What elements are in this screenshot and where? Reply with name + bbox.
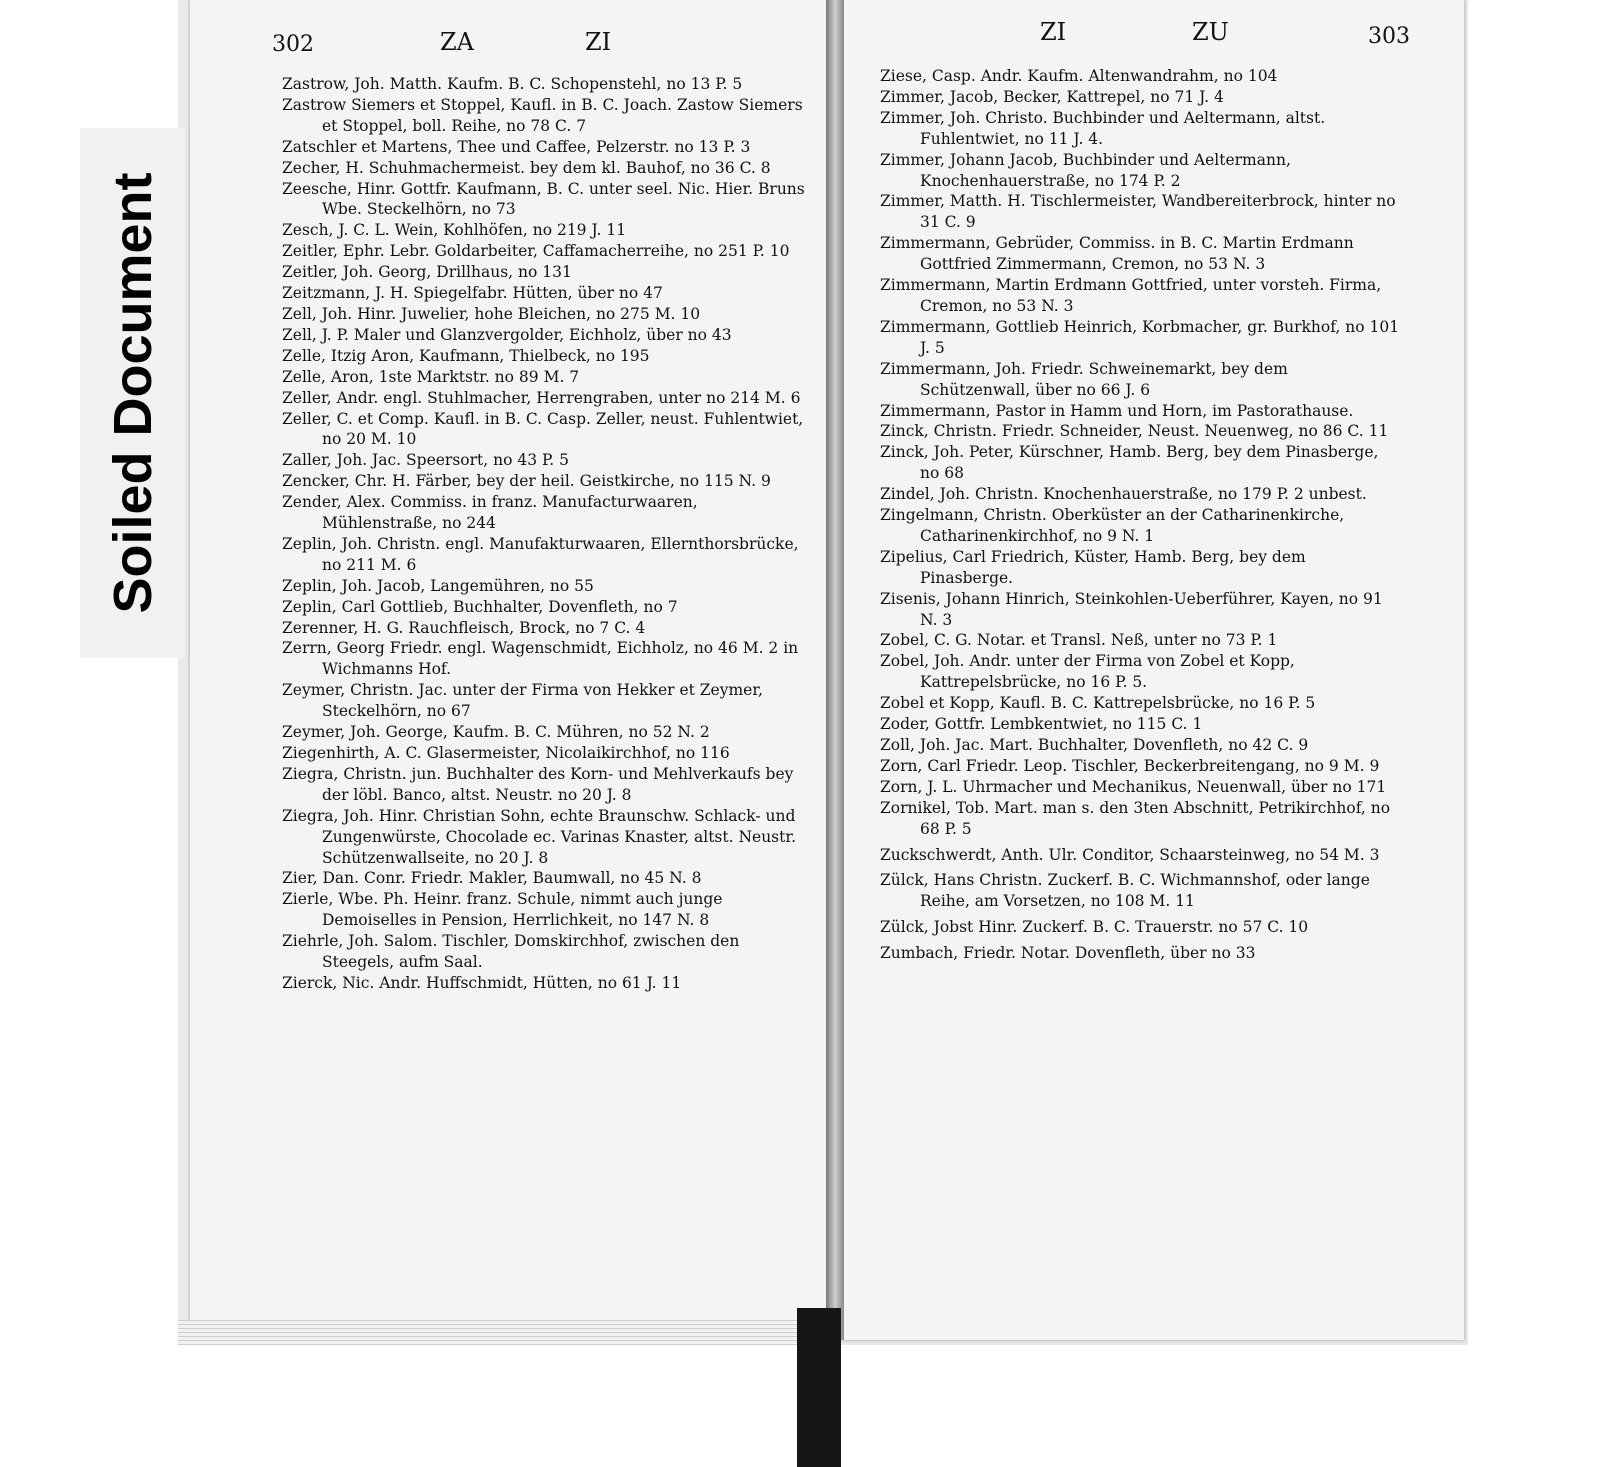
- right-header-start: ZI: [1040, 18, 1067, 46]
- directory-entry: Zeplin, Carl Gottlieb, Buchhalter, Dovenfleth, no 7: [282, 597, 678, 616]
- directory-entry: Zerenner, H. G. Rauchfleisch, Brock, no 7 C. 4: [282, 618, 646, 637]
- directory-entry: Zobel, Joh. Andr. unter der Firma von Zobel et Kopp, Kattrepelsbrücke, no 16 P. 5.: [880, 652, 1295, 692]
- directory-entry: Zülck, Jobst Hinr. Zuckerf. B. C. Trauerstr. no 57 C. 10: [880, 918, 1309, 937]
- directory-entry: Zobel, C. G. Notar. et Transl. Neß, unter no 73 P. 1: [880, 631, 1278, 650]
- page-edges: [178, 1320, 828, 1345]
- directory-entry: Zerrn, Georg Friedr. engl. Wagenschmidt, Eichholz, no 46 M. 2 in Wichmanns Hof.: [282, 639, 799, 679]
- directory-entry: Zeesche, Hinr. Gottfr. Kaufmann, B. C. unter seel. Nic. Hier. Bruns Wbe. Steckelhörn, no 73: [282, 179, 805, 219]
- left-header-start: ZA: [440, 28, 475, 56]
- directory-entry: Zorn, Carl Friedr. Leop. Tischler, Beckerbreitengang, no 9 M. 9: [880, 756, 1380, 775]
- left-entry-list: [282, 74, 812, 994]
- directory-entry: Zeller, Andr. engl. Stuhlmacher, Herrengraben, unter no 214 M. 6: [282, 388, 801, 407]
- directory-entry: Ziese, Casp. Andr. Kaufm. Altenwandrahm, no 104: [880, 67, 1278, 85]
- directory-entry: Zuckschwerdt, Anth. Ulr. Conditor, Schaarsteinweg, no 54 M. 3: [880, 845, 1380, 864]
- directory-entry: Ziegenhirth, A. C. Glasermeister, Nicolaikirchhof, no 116: [282, 744, 730, 762]
- right-page-number: 303: [1368, 24, 1410, 49]
- directory-entry: Zeller, C. et Comp. Kaufl. in B. C. Casp. Zeller, neust. Fuhlentwiet, no 20 M. 10: [282, 409, 804, 449]
- book-spine: [826, 0, 844, 1340]
- right-header-end: ZU: [1192, 18, 1229, 46]
- directory-entry: Zinck, Christn. Friedr. Schneider, Neust. Neuenweg, no 86 C. 11: [880, 422, 1389, 441]
- directory-entry: Zipelius, Carl Friedrich, Küster, Hamb. Berg, bey dem Pinasberge.: [880, 547, 1306, 587]
- directory-entry: Zobel et Kopp, Kaufl. B. C. Kattrepelsbrücke, no 16 P. 5: [880, 694, 1316, 713]
- directory-entry: Zelle, Aron, 1ste Marktstr. no 89 M. 7: [282, 367, 580, 386]
- directory-entry: Zülck, Hans Christn. Zuckerf. B. C. Wichmannshof, oder lange Reihe, am Vorsetzen, no 108 M. 11: [880, 871, 1370, 911]
- directory-entry: Zimmermann, Gottlieb Heinrich, Korbmacher, gr. Burkhof, no 101 J. 5: [880, 317, 1400, 357]
- directory-entry: Zimmer, Jacob, Becker, Kattrepel, no 71 J. 4: [880, 87, 1224, 106]
- directory-entry: Zimmermann, Gebrüder, Commiss. in B. C. Martin Erdmann Gottfried Zimmermann, Cremon, no 53 N. 3: [880, 234, 1354, 274]
- left-page-number: 302: [272, 32, 314, 57]
- directory-entry: Zier, Dan. Conr. Friedr. Makler, Baumwall, no 45 N. 8: [282, 869, 702, 888]
- directory-entry: Zeplin, Joh. Jacob, Langemühren, no 55: [282, 576, 594, 595]
- directory-entry: Zender, Alex. Commiss. in franz. Manufacturwaaren, Mühlenstraße, no 244: [282, 493, 698, 533]
- directory-entry: Zierck, Nic. Andr. Huffschmidt, Hütten, no 61 J. 11: [282, 973, 682, 992]
- directory-entry: Zisenis, Johann Hinrich, Steinkohlen-Ueberführer, Kayen, no 91 N. 3: [880, 589, 1383, 629]
- directory-entry: Ziegra, Joh. Hinr. Christian Sohn, echte Braunschw. Schlack- und Zungenwürste, Chocolade ec. Varinas Knaster, altst. Neustr. Schützenwallseite, no 20 J. 8: [282, 806, 796, 867]
- directory-entry: Ziegra, Christn. jun. Buchhalter des Korn- und Mehlverkaufs bey der löbl. Banco, altst. Neustr. no 20 J. 8: [282, 764, 794, 804]
- directory-entry: Zimmermann, Pastor in Hamm und Horn, im Pastorathause.: [880, 401, 1354, 420]
- directory-entry: Zeymer, Christn. Jac. unter der Firma von Hekker et Zeymer, Steckelhörn, no 67: [282, 681, 763, 721]
- directory-entry: Zimmer, Joh. Christo. Buchbinder und Aeltermann, altst. Fuhlentwiet, no 11 J. 4.: [880, 108, 1326, 148]
- directory-entry: Zeplin, Joh. Christn. engl. Manufakturwaaren, Ellernthorsbrücke, no 211 M. 6: [282, 534, 799, 574]
- directory-entry: Zesch, J. C. L. Wein, Kohlhöfen, no 219 J. 11: [282, 221, 627, 240]
- directory-entry: Zimmermann, Martin Erdmann Gottfried, unter vorsteh. Firma, Cremon, no 53 N. 3: [880, 276, 1382, 315]
- directory-entry: Zimmer, Matth. H. Tischlermeister, Wandbereiterbrock, hinter no 31 C. 9: [880, 192, 1396, 232]
- directory-entry: Zumbach, Friedr. Notar. Dovenfleth, über no 33: [880, 944, 1256, 963]
- directory-entry: Zindel, Joh. Christn. Knochenhauerstraße, no 179 P. 2 unbest.: [880, 485, 1367, 504]
- directory-entry: Zeitzmann, J. H. Spiegelfabr. Hütten, über no 47: [282, 284, 663, 303]
- directory-entry: Zeymer, Joh. George, Kaufm. B. C. Mühren, no 52 N. 2: [282, 723, 710, 742]
- directory-entry: Zastrow, Joh. Matth. Kaufm. B. C. Schopenstehl, no 13 P. 5: [282, 75, 743, 93]
- left-header-end: ZI: [585, 28, 612, 56]
- directory-entry: Zinck, Joh. Peter, Kürschner, Hamb. Berg, bey dem Pinasberge, no 68: [880, 443, 1379, 483]
- directory-entry: Zastrow Siemers et Stoppel, Kaufl. in B. C. Joach. Zastow Siemers et Stoppel, boll. Reihe, no 78 C. 7: [282, 95, 803, 135]
- directory-entry: Zierle, Wbe. Ph. Heinr. franz. Schule, nimmt auch junge Demoiselles in Pension, Herrlichkeit, no 147 N. 8: [282, 890, 723, 930]
- directory-entry: Zorn, J. L. Uhrmacher und Mechanikus, Neuenwall, über no 171: [880, 777, 1387, 796]
- bookmark-ribbon: [797, 1308, 841, 1467]
- directory-entry: Zimmer, Johann Jacob, Buchbinder und Aeltermann, Knochenhauerstraße, no 174 P. 2: [880, 150, 1291, 190]
- directory-entry: Zell, J. P. Maler und Glanzvergolder, Eichholz, über no 43: [282, 325, 732, 344]
- right-entry-list: [880, 66, 1400, 964]
- directory-entry: Zelle, Itzig Aron, Kaufmann, Thielbeck, no 195: [282, 346, 650, 365]
- directory-entry: Ziehrle, Joh. Salom. Tischler, Domskirchhof, zwischen den Steegels, aufm Saal.: [282, 932, 740, 972]
- directory-entry: Zatschler et Martens, Thee und Caffee, Pelzerstr. no 13 P. 3: [282, 137, 751, 156]
- directory-entry: Zeitler, Ephr. Lebr. Goldarbeiter, Caffamacherreihe, no 251 P. 10: [282, 242, 790, 261]
- directory-entry: Zecher, H. Schuhmachermeist. bey dem kl. Bauhof, no 36 C. 8: [282, 158, 771, 177]
- directory-entry: Zoll, Joh. Jac. Mart. Buchhalter, Dovenfleth, no 42 C. 9: [880, 736, 1309, 754]
- directory-entry: Zingelmann, Christn. Oberküster an der Catharinenkirche, Catharinenkirchhof, no 9 N. 1: [880, 506, 1345, 545]
- directory-entry: Zencker, Chr. H. Färber, bey der heil. Geistkirche, no 115 N. 9: [282, 472, 771, 491]
- directory-entry: Zoder, Gottfr. Lembkentwiet, no 115 C. 1: [880, 715, 1203, 734]
- directory-entry: Zell, Joh. Hinr. Juwelier, hohe Bleichen, no 275 M. 10: [282, 304, 701, 323]
- document-label-text: Soiled Document: [103, 172, 163, 614]
- directory-entry: Zornikel, Tob. Mart. man s. den 3ten Abschnitt, Petrikirchhof, no 68 P. 5: [880, 798, 1391, 838]
- directory-entry: Zeitler, Joh. Georg, Drillhaus, no 131: [282, 263, 572, 282]
- directory-entry: Zimmermann, Joh. Friedr. Schweinemarkt, bey dem Schützenwall, über no 66 J. 6: [880, 359, 1288, 399]
- directory-entry: Zaller, Joh. Jac. Speersort, no 43 P. 5: [282, 451, 569, 470]
